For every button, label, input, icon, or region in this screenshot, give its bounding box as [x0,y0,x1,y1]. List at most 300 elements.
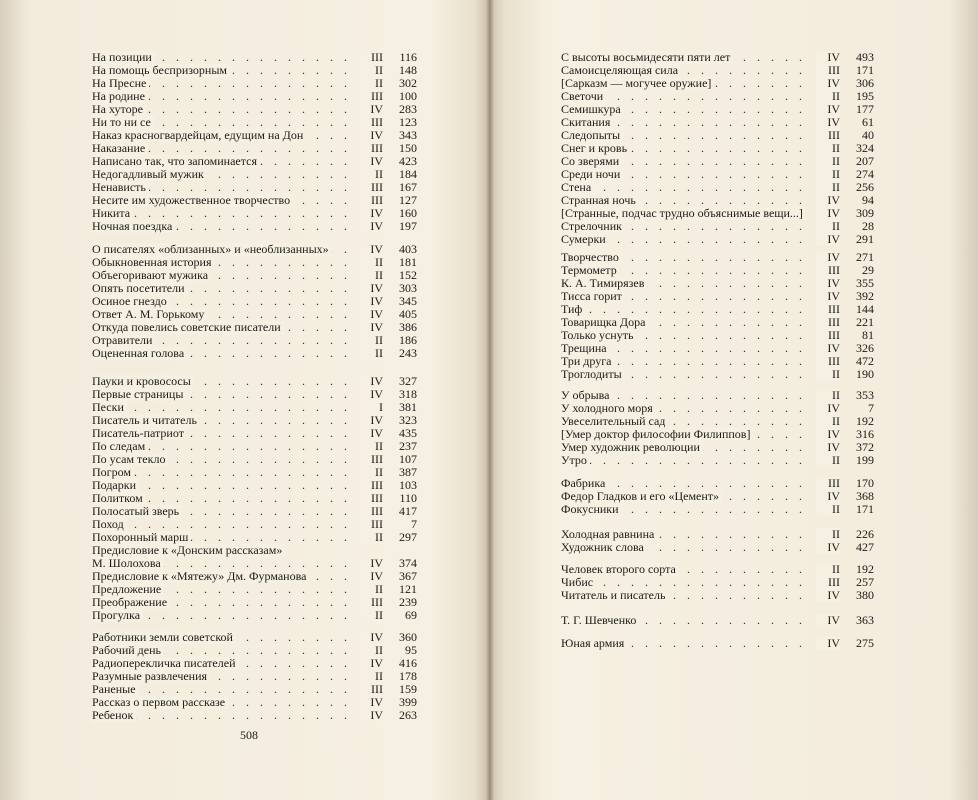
entry-title: Отравители [92,334,155,347]
entry-volume: IV [359,103,383,116]
entry-page: 192 [856,563,874,576]
entry-page: 177 [856,103,874,116]
entry-volume: IV [816,428,840,441]
entry-volume: III [816,355,840,368]
entry-page: 94 [862,194,874,207]
entry-page: 387 [399,466,417,479]
entry-volume: IV [816,103,840,116]
entry-volume: II [816,389,840,402]
entry-page: 326 [856,342,874,355]
index-entry [561,355,874,368]
index-group [561,389,874,467]
entry-volume: IV [816,116,840,129]
entry-title: Ночная поездка [92,220,175,233]
entry-page: 380 [856,589,874,602]
index-entry [561,589,874,602]
entry-title: Наказание [92,142,148,155]
entry-volume: III [359,479,383,492]
entry-title: Со зверями [561,155,622,168]
entry-volume: II [816,220,840,233]
entry-page: 493 [856,51,874,64]
entry-volume: IV [816,277,840,290]
index-entry [561,51,874,64]
entry-page: 100 [399,90,417,103]
entry-volume: II [816,90,840,103]
entry-title: Фокусники [561,503,622,516]
entry-volume: IV [816,589,840,602]
index-entry [92,544,417,557]
entry-page: 167 [399,181,417,194]
entry-title: Прогулка [92,609,143,622]
index-entry [561,251,874,264]
entry-volume: II [816,503,840,516]
entry-volume: II [816,142,840,155]
entry-volume: IV [816,207,840,220]
entry-title: Художник слова [561,541,647,554]
entry-page: 318 [399,388,417,401]
entry-volume: IV [359,570,383,583]
entry-title: Человек второго сорта [561,563,679,576]
entry-page: 171 [856,64,874,77]
entry-volume: III [359,492,383,505]
index-entry [561,116,874,129]
entry-page: 116 [399,51,417,64]
index-group [561,637,874,650]
entry-title: Преображение [92,596,170,609]
index-entry [92,670,417,683]
index-entry [92,142,417,155]
index-entry [561,316,874,329]
index-group [561,477,874,516]
entry-title: Радиоперекличка писателей [92,657,239,670]
index-group [561,528,874,554]
leader-dots [92,401,355,414]
index-entry [92,64,417,77]
index-entry [561,389,874,402]
entry-title: Раненые [92,683,139,696]
entry-volume: IV [359,657,383,670]
entry-title: Осиное гнездо [92,295,170,308]
entry-volume: II [816,528,840,541]
index-entry [561,290,874,303]
entry-page: 392 [856,290,874,303]
entry-page: 152 [399,269,417,282]
index-entry [561,194,874,207]
entry-volume: III [816,64,840,77]
index-group [561,614,874,627]
entry-volume: IV [359,427,383,440]
index-entry [92,116,417,129]
entry-title: Скитания [561,116,613,129]
index-entry [92,347,417,360]
index-entry [561,637,874,650]
entry-title: Писатель и читатель [92,414,200,427]
entry-title: [Сарказм — могучее оружие] [561,77,714,90]
entry-page: 399 [399,696,417,709]
entry-page: 159 [399,683,417,696]
entry-title: На позиции [92,51,155,64]
entry-volume: II [816,155,840,168]
entry-title: Трещина [561,342,610,355]
entry-title: Творчество [561,251,622,264]
index-entry [561,528,874,541]
index-entry [561,233,874,246]
index-entry [92,256,417,269]
entry-title: На родине [92,90,148,103]
entry-page: 323 [399,414,417,427]
entry-page: 226 [856,528,874,541]
entry-volume: IV [816,402,840,415]
entry-title: Пески [92,401,127,414]
entry-page: 239 [399,596,417,609]
leader-dots [92,518,355,531]
index-entry [92,696,417,709]
entry-title: Товарищка Дора [561,316,648,329]
entry-page: 186 [399,334,417,347]
entry-page: 257 [856,576,874,589]
entry-title: Чибис [561,576,596,589]
entry-volume: III [816,264,840,277]
entry-title: Следопыты [561,129,623,142]
entry-title: Работники земли советской [92,631,236,644]
entry-title: С высоты восьмидесяти пяти лет [561,51,733,64]
entry-title: Снег и кровь [561,142,630,155]
entry-volume: III [816,303,840,316]
leader-dots [561,454,812,467]
entry-page: 386 [399,321,417,334]
index-entry [561,415,874,428]
entry-volume: II [359,609,383,622]
entry-volume: III [359,142,383,155]
entry-page: 302 [399,77,417,90]
entry-page: 417 [399,505,417,518]
entry-title: У обрыва [561,389,613,402]
entry-title: Погром [92,466,134,479]
entry-page: 178 [399,670,417,683]
entry-volume: IV [816,194,840,207]
index-entry [92,194,417,207]
entry-page: 61 [862,116,874,129]
entry-page: 416 [399,657,417,670]
entry-volume: III [359,453,383,466]
entry-volume: IV [816,233,840,246]
entry-title: Читатель и писатель [561,589,668,602]
entry-title: Политком [92,492,146,505]
entry-page: 360 [399,631,417,644]
entry-title: Похоронный марш [92,531,191,544]
entry-page: 148 [399,64,417,77]
entry-title: Недогадливый мужик [92,168,207,181]
entry-page: 283 [399,103,417,116]
entry-volume: II [816,563,840,576]
index-entry [561,207,874,220]
entry-volume: III [359,518,383,531]
entry-title: Полосатый зверь [92,505,182,518]
entry-page: 345 [399,295,417,308]
entry-volume: II [816,181,840,194]
index-entry [92,243,417,256]
entry-page: 427 [856,541,874,554]
index-entry [92,155,417,168]
entry-page: 171 [856,503,874,516]
entry-page: 121 [399,583,417,596]
entry-page: 303 [399,282,417,295]
index-entry [561,129,874,142]
entry-volume: IV [359,155,383,168]
entry-title: Только уснуть [561,329,636,342]
entry-volume: III [816,316,840,329]
index-entry [561,303,874,316]
entry-page: 221 [856,316,874,329]
entry-page: 7 [868,402,874,415]
entry-volume: III [816,329,840,342]
entry-title: У холодного моря [561,402,656,415]
index-entry [92,531,417,544]
entry-title: На хуторе [92,103,146,116]
entry-title: Стена [561,181,594,194]
index-entry [561,368,874,381]
entry-title: Предисловие к «Мятежу» Дм. Фурманова [92,570,309,583]
index-group [92,631,417,722]
index-entry [92,308,417,321]
index-entry [561,277,874,290]
index-entry [92,492,417,505]
index-entry [561,77,874,90]
index-entry [92,596,417,609]
index-entry [92,51,417,64]
entry-volume: IV [816,637,840,650]
entry-title: Термометр [561,264,620,277]
entry-page: 237 [399,440,417,453]
index-entry [92,388,417,401]
index-entry [92,631,417,644]
index-entry [561,90,874,103]
entry-volume: II [359,531,383,544]
entry-page: 472 [856,355,874,368]
index-group [92,375,417,622]
entry-page: 190 [856,368,874,381]
index-entry [92,181,417,194]
book-gutter [486,0,494,800]
entry-page: 435 [399,427,417,440]
entry-volume: IV [359,308,383,321]
index-entry [92,518,417,531]
index-entry [92,90,417,103]
entry-page: 184 [399,168,417,181]
entry-volume: II [359,77,383,90]
entry-page: 327 [399,375,417,388]
entry-volume: II [359,670,383,683]
entry-volume: II [359,64,383,77]
entry-volume: IV [816,342,840,355]
index-entry [561,181,874,194]
entry-page: 306 [856,77,874,90]
entry-volume: II [359,168,383,181]
entry-title: На Пресне [92,77,149,90]
entry-volume: II [359,256,383,269]
index-entry [561,454,874,467]
entry-page: 150 [399,142,417,155]
entry-title: Странная ночь [561,194,639,207]
index-entry [561,490,874,503]
index-entry [561,477,874,490]
index-entry [92,440,417,453]
entry-volume: II [816,415,840,428]
index-entry [92,334,417,347]
entry-page: 275 [856,637,874,650]
entry-title: М. Шолохова [92,557,164,570]
entry-volume: III [816,129,840,142]
entry-page: 309 [856,207,874,220]
index-group [92,243,417,360]
entry-volume: IV [816,290,840,303]
index-entry [92,479,417,492]
entry-volume: III [816,477,840,490]
entry-page: 81 [862,329,874,342]
entry-page: 423 [399,155,417,168]
entry-volume: IV [359,321,383,334]
index-entry [92,103,417,116]
entry-page: 110 [399,492,417,505]
index-entry [561,614,874,627]
entry-page: 297 [399,531,417,544]
entry-page: 274 [856,168,874,181]
entry-volume: IV [359,243,383,256]
entry-volume: II [359,583,383,596]
index-entry [561,220,874,233]
entry-page: 195 [856,90,874,103]
index-entry [92,453,417,466]
entry-volume: IV [359,220,383,233]
entry-title: Подарки [92,479,139,492]
index-entry [561,142,874,155]
leader-dots [561,576,812,589]
entry-title: Семишкура [561,103,624,116]
entry-volume: IV [816,490,840,503]
entry-title: Откуда повелись советские писатели [92,321,284,334]
entry-page: 40 [862,129,874,142]
entry-page: 316 [856,428,874,441]
entry-volume: II [816,168,840,181]
index-entry [92,557,417,570]
entry-page: 374 [399,557,417,570]
entry-volume: II [359,440,383,453]
entry-volume: II [359,466,383,479]
entry-page: 28 [862,220,874,233]
entry-page: 271 [856,251,874,264]
entry-title: Рабочий день [92,644,164,657]
entry-volume: IV [359,557,383,570]
entry-title: Самоисцеляющая сила [561,64,681,77]
entry-volume: IV [359,709,383,722]
index-entry [561,329,874,342]
entry-title: Объегоривают мужика [92,269,211,282]
index-entry [561,402,874,415]
entry-title: [Умер доктор философии Филиппов] [561,428,753,441]
entry-volume: II [816,454,840,467]
index-entry [561,441,874,454]
entry-volume: III [816,576,840,589]
entry-page: 199 [856,454,874,467]
entry-title: Написано так, что запоминается [92,155,260,168]
entry-title: Опять посетители [92,282,188,295]
index-entry [561,541,874,554]
entry-page: 243 [399,347,417,360]
index-entry [92,683,417,696]
entry-title: По усам текло [92,453,168,466]
index-entry [561,428,874,441]
entry-title: Первые страницы [92,388,186,401]
index-entry [561,503,874,516]
entry-title: На помощь беспризорным [92,64,230,77]
entry-title: Ненависть [92,181,149,194]
entry-title: Утро [561,454,590,467]
entry-page: 69 [405,609,417,622]
entry-title: Писатель-патриот [92,427,187,440]
entry-title: К. А. Тимирязев [561,277,647,290]
entry-page: 353 [856,389,874,402]
entry-volume: II [359,269,383,282]
index-entry [92,505,417,518]
index-entry [92,77,417,90]
entry-title: Разумные развлечения [92,670,210,683]
index-entry [92,657,417,670]
leader-dots [561,303,812,316]
index-entry [92,427,417,440]
index-entry [561,264,874,277]
entry-title: Пауки и кровососы [92,375,194,388]
entry-volume: III [359,505,383,518]
entry-page: 103 [399,479,417,492]
entry-page: 324 [856,142,874,155]
entry-title: Несите им художественное творчество [92,194,293,207]
index-entry [561,103,874,116]
index-entry [561,342,874,355]
entry-volume: II [359,644,383,657]
index-entry [92,168,417,181]
entry-volume: IV [816,77,840,90]
entry-title: О писателях «облизанных» и «необлизанных» [92,243,332,256]
entry-title: Предложение [92,583,164,596]
index-entry [92,414,417,427]
entry-volume: III [359,596,383,609]
entry-title: Стрелочник [561,220,625,233]
entry-title: Ответ А. М. Горькому [92,308,207,321]
index-entry [561,576,874,589]
entry-title: Тисса горит [561,290,625,303]
entry-volume: IV [816,441,840,454]
entry-page: 381 [399,401,417,414]
entry-volume: III [359,90,383,103]
entry-volume: IV [359,295,383,308]
entry-page: 343 [399,129,417,142]
index-entry [92,609,417,622]
entry-volume: I [359,401,383,414]
entry-volume: IV [359,696,383,709]
entry-page: 363 [856,614,874,627]
index-entry [92,207,417,220]
entry-volume: IV [816,51,840,64]
index-entry [561,64,874,77]
entry-title: Сумерки [561,233,609,246]
index-entry [92,220,417,233]
entry-page: 29 [862,264,874,277]
entry-title: Никита [92,207,133,220]
entry-volume: IV [359,282,383,295]
entry-volume: IV [359,631,383,644]
index-entry [561,563,874,576]
index-group [561,251,874,381]
